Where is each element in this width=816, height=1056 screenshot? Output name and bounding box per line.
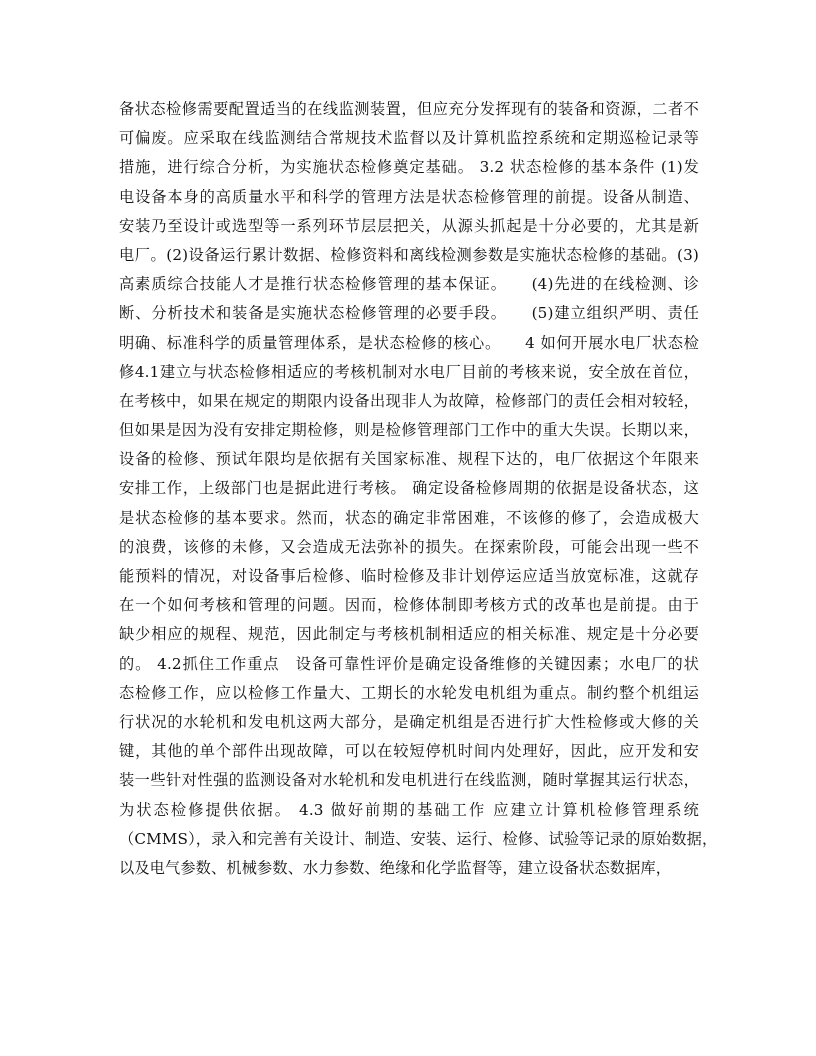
text-line-26: （CMMS），录入和完善有关设计、制造、安装、运行、检修、试验等记录的原始数据， xyxy=(119,829,718,848)
text-line-27: 以及电气参数、机械参数、水力参数、绝缘和化学监督等，建立设备状态数据库， xyxy=(119,858,672,877)
text-line-25: 为状态检修提供依据。 4.3 做好前期的基础工作 应建立计算机检修管理系统 xyxy=(119,800,699,819)
text-line-5: 安装乃至设计或选型等一系列环节层层把关，从源头抓起是十分必要的，尤其是新 xyxy=(119,216,699,235)
text-line-15: 是状态检修的基本要求。然而，状态的确定非常困难，不该修的修了，会造成极大 xyxy=(119,508,699,527)
text-line-13: 设备的检修、预试年限均是依据有关国家标准、规程下达的，电厂依据这个年限来 xyxy=(119,450,699,469)
text-line-3: 措施，进行综合分析，为实施状态检修奠定基础。 3.2 状态检修的基本条件 (1)发 xyxy=(119,158,699,177)
text-line-14: 安排工作，上级部门也是据此进行考核。 确定设备检修周期的依据是设备状态，这 xyxy=(119,479,699,498)
text-line-1: 备状态检修需要配置适当的在线监测装置，但应充分发挥现有的装备和资源，二者不 xyxy=(119,100,699,118)
text-line-18: 在一个如何考核和管理的问题。因而，检修体制即考核方式的改革也是前提。由于 xyxy=(119,596,699,615)
text-line-19: 缺少相应的规程、规范，因此制定与考核机制相适应的相关标准、规定是十分必要 xyxy=(119,625,699,644)
text-line-17: 能预料的情况，对设备事后检修、临时检修及非计划停运应适当放宽标准，这就存 xyxy=(119,567,699,585)
text-line-7: 高素质综合技能人才是推行状态检修管理的基本保证。 (4)先进的在线检测、诊 xyxy=(119,275,699,294)
text-line-16: 的浪费，该修的未修，又会造成无法弥补的损失。在探索阶段，可能会出现一些不 xyxy=(119,537,699,556)
text-line-23: 键，其他的单个部件出现故障，可以在较短停机时间内处理好，因此，应开发和安 xyxy=(119,742,699,761)
text-line-8: 断、分析技术和装备是实施状态检修管理的必要手段。 (5)建立组织严明、责任 xyxy=(119,304,699,323)
body-text xyxy=(119,95,718,883)
text-line-11: 在考核中，如果在规定的期限内设备出现非人为故障，检修部门的责任会相对较轻， xyxy=(119,391,699,410)
text-line-20: 的。 4.2抓住工作重点 设备可靠性评价是确定设备维修的关键因素；水电厂的状 xyxy=(119,654,699,673)
text-line-22: 行状况的水轮机和发电机这两大部分，是确定机组是否进行扩大性检修或大修的关 xyxy=(119,712,699,731)
text-line-4: 电设备本身的高质量水平和科学的管理方法是状态检修管理的前提。设备从制造、 xyxy=(119,187,699,206)
text-line-10: 修4.1建立与状态检修相适应的考核机制对水电厂目前的考核来说，安全放在首位， xyxy=(119,362,699,381)
text-line-12: 但如果是因为没有安排定期检修，则是检修管理部门工作中的重大失误。长期以来， xyxy=(119,421,699,440)
text-line-24: 装一些针对性强的监测设备对水轮机和发电机进行在线监测，随时掌握其运行状态， xyxy=(119,771,699,790)
text-line-21: 态检修工作，应以检修工作量大、工期长的水轮发电机组为重点。制约整个机组运 xyxy=(119,683,699,702)
text-line-6: 电厂。(2)设备运行累计数据、检修资料和离线检测参数是实施状态检修的基础。(3) xyxy=(119,245,699,264)
text-line-2: 可偏废。应采取在线监测结合常规技术监督以及计算机监控系统和定期巡检记录等 xyxy=(119,129,699,148)
text-line-9: 明确、标准科学的质量管理体系，是状态检修的核心。 4 如何开展水电厂状态检 xyxy=(119,333,699,352)
